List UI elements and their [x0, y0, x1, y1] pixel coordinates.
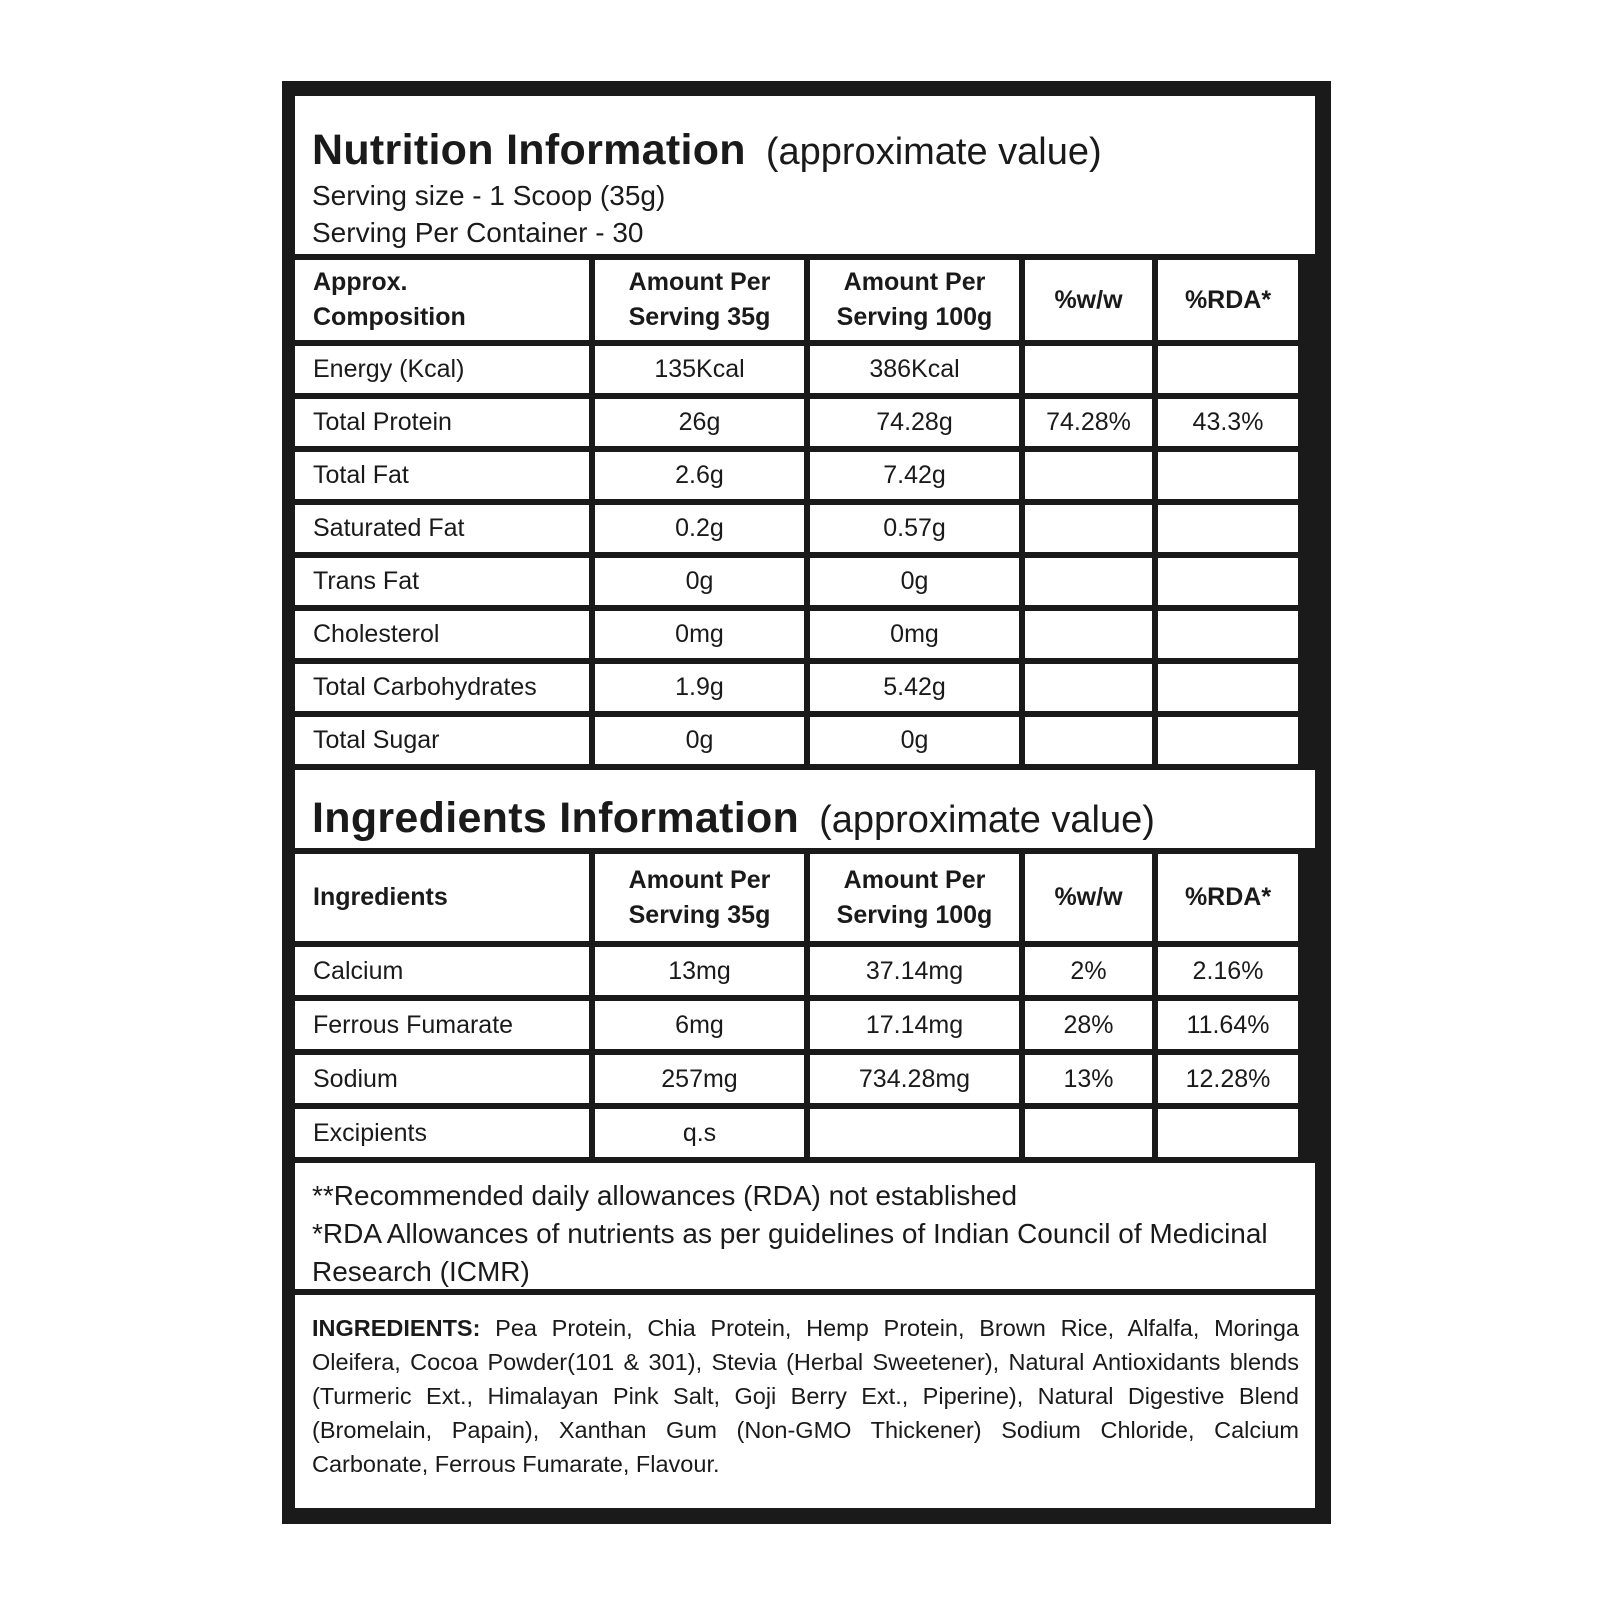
nutrition-header-cell [1025, 260, 1152, 340]
nutrition-row-value [1025, 558, 1152, 605]
nutrition-row-value [1025, 505, 1152, 552]
nutrition-row-value: 0g [810, 558, 1019, 605]
nutrition-row-value: 135Kcal [595, 346, 804, 393]
nutrition-row-value [1158, 452, 1298, 499]
nutrition-row-label: Total Protein [295, 399, 589, 446]
nutrition-row-value: 0g [595, 717, 804, 764]
ingredients-header-cell [595, 854, 804, 941]
nutrition-header-cell [810, 260, 1019, 340]
nutrition-row-value [1158, 664, 1298, 711]
ingredients-header-line: Serving 35g [628, 900, 771, 929]
nutrition-row-value [1025, 717, 1152, 764]
ingredients-row-value: 734.28mg [810, 1055, 1019, 1103]
ingredients-info-title: Ingredients Information [312, 794, 800, 842]
ingredients-list-lead: INGREDIENTS: [312, 1315, 481, 1341]
nutrition-header-line: Composition [313, 303, 466, 331]
nutrition-row-label: Trans Fat [295, 558, 589, 605]
nutrition-header-line: %w/w [1054, 285, 1123, 314]
nutrition-row-value: 74.28g [810, 399, 1019, 446]
nutrition-row-value [1025, 346, 1152, 393]
ingredients-row-value: 13mg [595, 947, 804, 995]
nutrition-row-value: 43.3% [1158, 399, 1298, 446]
nutrition-header-line: Approx. [313, 268, 408, 296]
ingredients-row-value [1025, 1109, 1152, 1157]
label-inner [295, 96, 1315, 1508]
nutrition-row-value: 2.6g [595, 452, 804, 499]
nutrition-row-label: Total Fat [295, 452, 589, 499]
ingredients-header-cell [810, 854, 1019, 941]
nutrition-row-value [1158, 346, 1298, 393]
rda-notes [295, 1163, 1315, 1289]
ingredients-row-value: q.s [595, 1109, 804, 1157]
nutrition-row-value: 386Kcal [810, 346, 1019, 393]
ingredients-header-line: Ingredients [313, 883, 448, 911]
nutrition-row-label: Cholesterol [295, 611, 589, 658]
nutrition-row-value: 26g [595, 399, 804, 446]
nutrition-row-value [1025, 611, 1152, 658]
ingredients-info-subtitle: (approximate value) [819, 799, 1155, 841]
nutrition-row-value: 0.2g [595, 505, 804, 552]
nutrition-header-line: Amount Per [628, 268, 771, 296]
ingredients-table [295, 854, 1315, 1157]
nutrition-header-line: Serving 100g [836, 303, 993, 331]
nutrition-row-value [1158, 558, 1298, 605]
nutrition-row-value [1158, 611, 1298, 658]
nutrition-row-value: 1.9g [595, 664, 804, 711]
serving-size: Serving size - 1 Scoop (35g) [312, 180, 666, 211]
nutrition-row-value [1158, 717, 1298, 764]
rda-note-2: *RDA Allowances of nutrients as per guidelines of Indian Council of Medicinal Research (ICMR) [312, 1218, 1268, 1287]
nutrition-row-value: 0mg [810, 611, 1019, 658]
ingredients-row-value: 257mg [595, 1055, 804, 1103]
ingredients-row-label: Excipients [295, 1109, 589, 1157]
ingredients-header-line: Amount Per [628, 865, 771, 894]
ingredients-row-value: 28% [1025, 1001, 1152, 1049]
nutrition-row-value: 0g [810, 717, 1019, 764]
nutrition-title-row [312, 126, 1299, 175]
nutrition-header-cell [295, 260, 589, 340]
nutrition-table [295, 260, 1315, 764]
ingredients-row-value: 37.14mg [810, 947, 1019, 995]
ingredients-header-line: %RDA* [1184, 883, 1272, 911]
nutrition-row-label: Total Carbohydrates [295, 664, 589, 711]
ingredients-info-header [295, 770, 1315, 848]
ingredients-row-label: Sodium [295, 1055, 589, 1103]
ingredients-header-cell [295, 854, 589, 941]
nutrition-row-value [1025, 664, 1152, 711]
ingredients-title-row [312, 794, 1299, 843]
ingredients-header-line: Amount Per [843, 865, 986, 894]
nutrition-header-line: Serving 35g [628, 303, 771, 331]
nutrition-row-label: Total Sugar [295, 717, 589, 764]
nutrition-title: Nutrition Information [312, 126, 746, 174]
nutrition-row-value: 74.28% [1025, 399, 1152, 446]
nutrition-header-line: %RDA* [1184, 285, 1272, 314]
ingredients-header-line: Serving 100g [836, 900, 993, 929]
nutrition-header-line: Amount Per [843, 268, 986, 296]
ingredients-row-label: Calcium [295, 947, 589, 995]
ingredients-row-label: Ferrous Fumarate [295, 1001, 589, 1049]
nutrition-header-cell [1158, 260, 1298, 340]
ingredients-header-cell [1158, 854, 1298, 941]
nutrition-row-value: 7.42g [810, 452, 1019, 499]
nutrition-row-label: Saturated Fat [295, 505, 589, 552]
nutrition-row-label: Energy (Kcal) [295, 346, 589, 393]
ingredients-row-value: 12.28% [1158, 1055, 1298, 1103]
nutrition-row-value: 0.57g [810, 505, 1019, 552]
ingredients-row-value [810, 1109, 1019, 1157]
nutrition-row-value [1025, 452, 1152, 499]
ingredients-row-value [1158, 1109, 1298, 1157]
ingredients-row-value: 17.14mg [810, 1001, 1019, 1049]
rda-note-1: **Recommended daily allowances (RDA) not established [312, 1180, 1018, 1211]
nutrition-header-cell [595, 260, 804, 340]
nutrition-row-value: 0g [595, 558, 804, 605]
ingredients-header-cell [1025, 854, 1152, 941]
nutrition-row-value: 0mg [595, 611, 804, 658]
ingredients-row-value: 11.64% [1158, 1001, 1298, 1049]
ingredients-header-line: %w/w [1054, 883, 1123, 911]
nutrition-row-value: 5.42g [810, 664, 1019, 711]
ingredients-row-value: 6mg [595, 1001, 804, 1049]
nutrition-subtitle: (approximate value) [765, 131, 1102, 173]
nutrition-header [295, 96, 1315, 254]
nutrition-label [282, 81, 1331, 1524]
ingredients-list-text: Pea Protein, Chia Protein, Hemp Protein, Brown Rice, Alfalfa, Moringa Oleifera, Cocoa Powder(101 & 301), Stevia (Herbal Sweetener), Natural Antioxidants blends (Turmeric Ext., Himalayan Pink Salt, Goji Berry Ext., Piperine), Natural Digestive Blend (Bromelain, Papain), Xanthan Gum (Non-GMO Thickener) Sodium Chloride, Calcium Carbonate, Ferrous Fumarate, Flavour. [312, 1315, 1299, 1477]
ingredients-list [295, 1295, 1315, 1508]
ingredients-row-value: 2.16% [1158, 947, 1298, 995]
ingredients-row-value: 13% [1025, 1055, 1152, 1103]
ingredients-row-value: 2% [1025, 947, 1152, 995]
servings-per-container: Serving Per Container - 30 [312, 217, 644, 248]
nutrition-row-value [1158, 505, 1298, 552]
